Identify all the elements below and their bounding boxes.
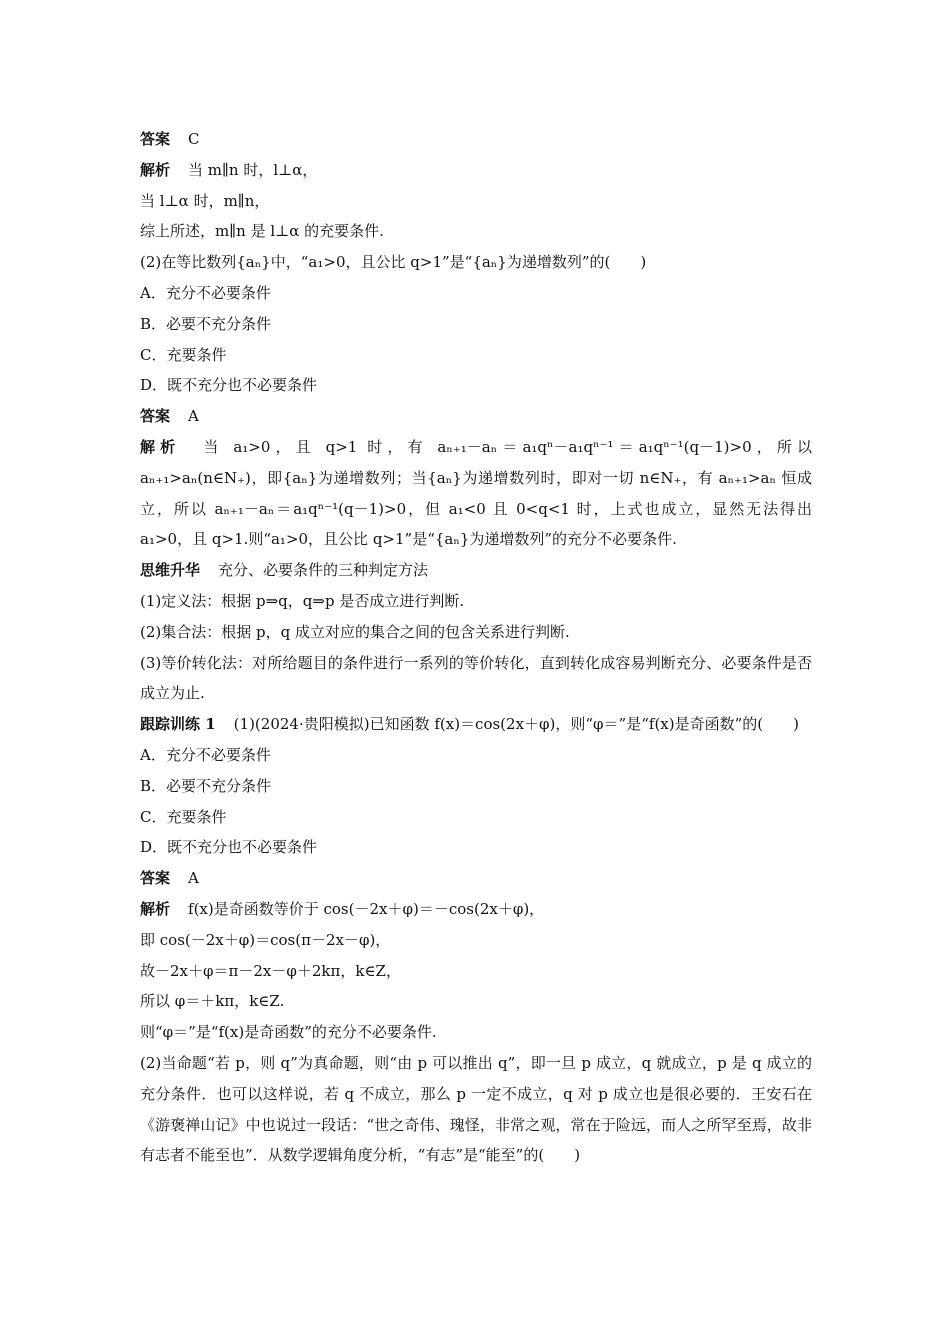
question-paragraph: (2)当命题“若 p，则 q”为真命题，则“由 p 可以推出 q”，即一旦 p 成立，q 就成立，p 是 q 成立的充分条件．也可以这样说，若 q 不成立，那么 p 一定不成立，q 对 p 成立也是很必要的．王安石在《游褒禅山记》中也说过一段话：“世之奇伟、瑰怪，非常之观，常在于险远，而人之所罕至焉，故非有志者不能至也”．从数学逻辑角度分析，“有志”是“能至”的( ) <box>140 1053 812 1165</box>
analysis-paragraph <box>140 432 812 555</box>
analysis-label: 解析 <box>140 437 181 456</box>
text-line: 综上所述，m∥n 是 l⊥α 的充要条件. <box>140 222 384 241</box>
document-page <box>140 124 812 1171</box>
answer-line <box>140 863 812 894</box>
option-b: B．必要不充分条件 <box>140 776 272 795</box>
analysis-text: 当 m∥n 时，l⊥α， <box>188 160 318 179</box>
answer-label: 答案 <box>140 869 171 888</box>
option-d: D．既不充分也不必要条件 <box>140 376 318 395</box>
option-b: B．必要不充分条件 <box>140 314 272 333</box>
text-line: 即 cos(－2x＋φ)＝cos(π－2x－φ)， <box>140 930 391 949</box>
analysis-text: f(x)是奇函数等价于 cos(－2x＋φ)＝－cos(2x＋φ)， <box>188 899 545 918</box>
exercise-label: 跟踪训练 1 <box>140 715 216 734</box>
analysis-line <box>140 155 812 186</box>
question-text: (2)在等比数列{aₙ}中，“a₁>0，且公比 q>1”是“{aₙ}为递增数列”的( ) <box>140 253 647 272</box>
answer-value: C <box>188 130 200 148</box>
analysis-label: 解析 <box>140 899 171 918</box>
text-line: 故－2x＋φ＝π－2x－φ＋2kπ，k∈Z， <box>140 961 401 980</box>
method-item: (1)定义法：根据 p⇒q，q⇒p 是否成立进行判断. <box>140 591 465 610</box>
analysis-text: 当 a₁>0，且 q>1 时，有 aₙ₊₁－aₙ＝a₁qⁿ－a₁qⁿ⁻¹＝a₁qⁿ⁻¹(q－1)>0，所以 aₙ₊₁>aₙ(n∈N₊)，即{aₙ}为递增数列；当{aₙ}为递增数列时，即对一切 n∈N₊，有 aₙ₊₁>aₙ 恒成立，所以 aₙ₊₁－aₙ＝a₁qⁿ⁻¹(q－1)>0，但 a₁<0 且 0<q<1 时，上式也成立，显然无法得出 a₁>0，且 q>1.则“a₁>0，且公比 q>1”是“{aₙ}为递增数列”的充分不必要条件. <box>140 437 812 549</box>
option-c: C．充要条件 <box>140 807 227 826</box>
option-a: A．充分不必要条件 <box>140 745 271 764</box>
option-d: D．既不充分也不必要条件 <box>140 838 318 857</box>
option-c: C．充要条件 <box>140 345 227 364</box>
answer-label: 答案 <box>140 407 171 426</box>
summary-title: 充分、必要条件的三种判定方法 <box>218 561 429 580</box>
method-item: (2)集合法：根据 p，q 成立对应的集合之间的包含关系进行判断. <box>140 622 570 641</box>
text-line: 则“φ＝”是“f(x)是奇函数”的充分不必要条件. <box>140 1023 437 1042</box>
answer-value: A <box>188 869 199 888</box>
answer-line <box>140 124 812 155</box>
summary-label: 思维升华 <box>140 561 201 580</box>
method-item: (3)等价转化法：对所给题目的条件进行一系列的等价转化，直到转化成容易判断充分、必要条件是否成立为止. <box>140 653 812 703</box>
text-line: 当 l⊥α 时，m∥n， <box>140 191 270 210</box>
answer-value: A <box>188 407 199 426</box>
exercise-text: (1)(2024·贵阳模拟)已知函数 f(x)＝cos(2x＋φ)，则“φ＝”是“f(x)是奇函数”的( ) <box>233 715 799 734</box>
text-line: 所以 φ＝＋kπ，k∈Z. <box>140 992 285 1011</box>
option-a: A．充分不必要条件 <box>140 283 271 302</box>
answer-line <box>140 401 812 432</box>
analysis-line <box>140 894 812 925</box>
answer-label: 答案 <box>140 130 171 148</box>
exercise-question <box>140 709 812 740</box>
summary-heading <box>140 555 812 586</box>
analysis-label: 解析 <box>140 160 171 179</box>
